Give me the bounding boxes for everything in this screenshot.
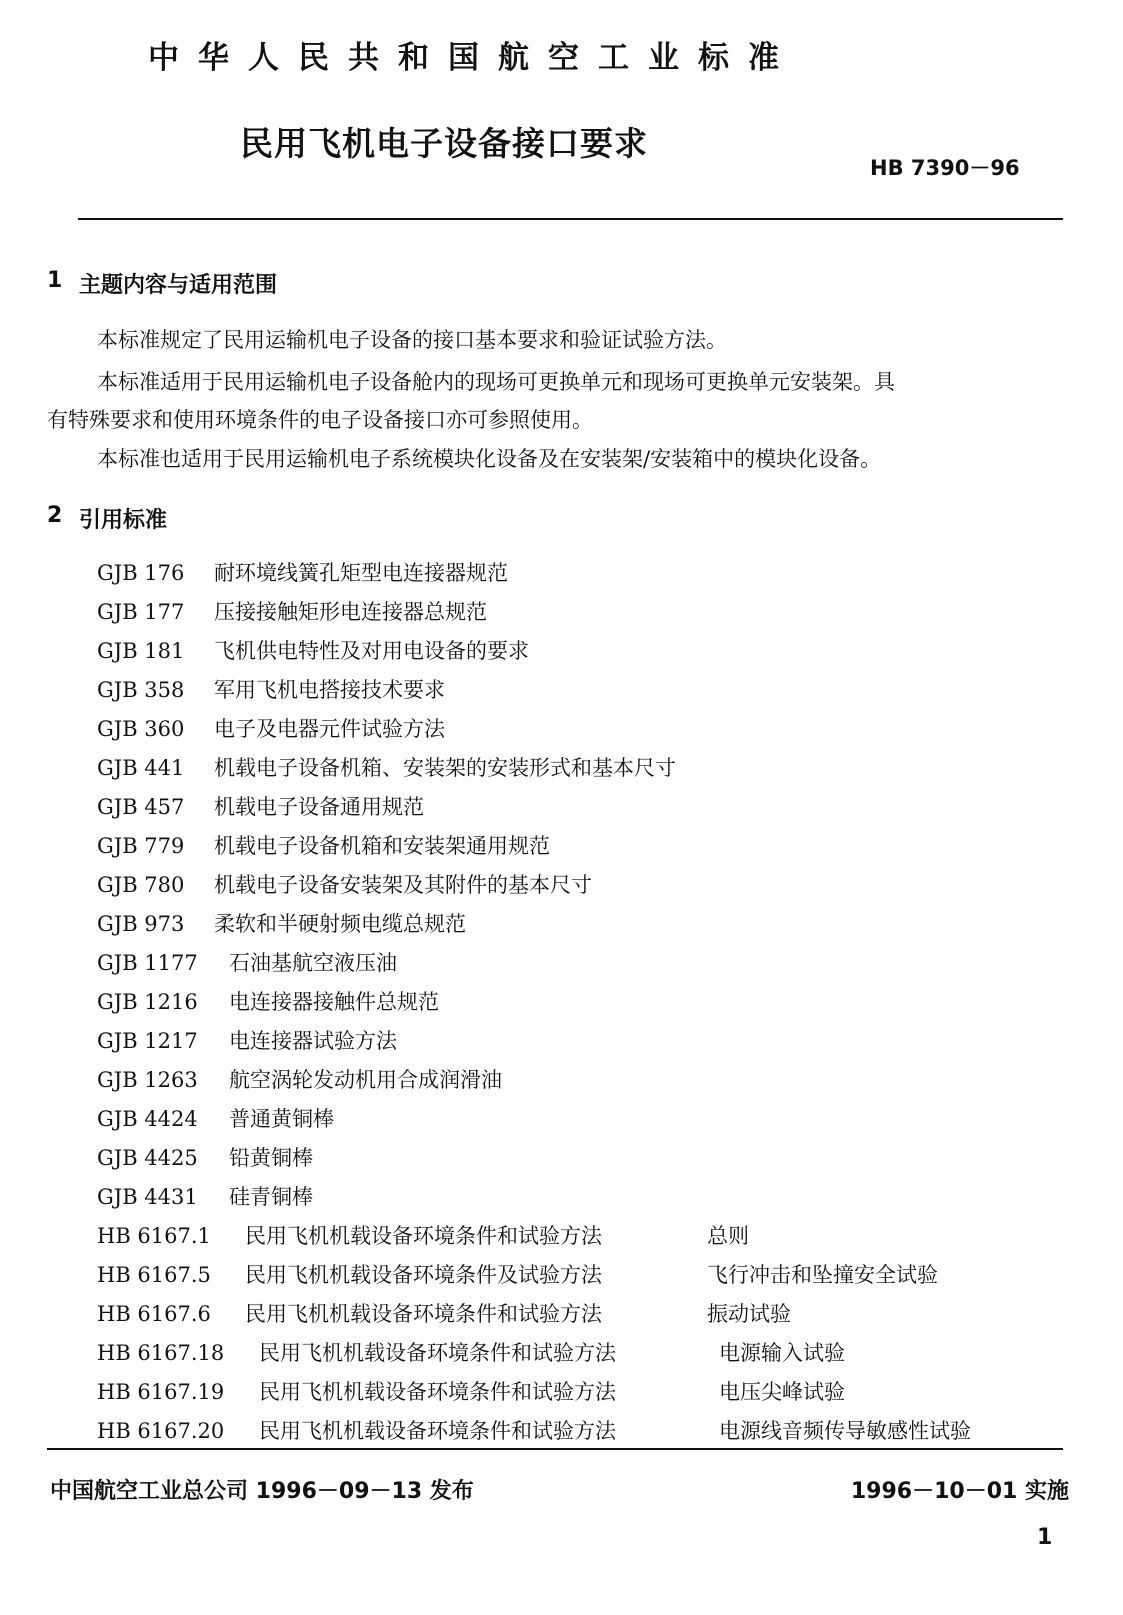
reference-title: 民用飞机机载设备环境条件和试验方法: [259, 1380, 616, 1404]
reference-code: GJB 780: [97, 873, 185, 897]
header-divider: [78, 218, 1063, 220]
effective-date-line: 1996－10－01 实施: [850, 1479, 1069, 1504]
reference-title: 机载电子设备安装架及其附件的基本尺寸: [214, 873, 592, 897]
issue-date-line: 中国航空工业总公司 1996－09－13 发布: [50, 1479, 474, 1504]
reference-code: GJB 358: [97, 678, 185, 702]
reference-code: GJB 1217: [97, 1029, 198, 1053]
reference-code: GJB 973: [97, 912, 185, 936]
reference-code: GJB 177: [97, 600, 185, 624]
page-number: 1: [1037, 1525, 1053, 1550]
reference-code: GJB 176: [97, 561, 185, 585]
reference-part: 振动试验: [707, 1302, 791, 1326]
reference-title: 压接接触矩形电连接器总规范: [214, 600, 487, 624]
reference-code: GJB 1177: [97, 951, 198, 975]
reference-title: 石油基航空液压油: [229, 951, 397, 975]
reference-title: 铅黄铜棒: [229, 1146, 313, 1170]
paragraph-scope-1: 本标准规定了民用运输机电子设备的接口基本要求和验证试验方法。: [97, 328, 727, 352]
paragraph-scope-2-line-2: 有特殊要求和使用环境条件的电子设备接口亦可参照使用。: [47, 408, 593, 432]
paragraph-scope-3: 本标准也适用于民用运输机电子系统模块化设备及在安装架/安装箱中的模块化设备。: [97, 447, 882, 471]
reference-code: GJB 360: [97, 717, 185, 741]
section-title: 主题内容与适用范围: [79, 273, 278, 298]
reference-title: 飞机供电特性及对用电设备的要求: [214, 639, 529, 663]
reference-part: 电源输入试验: [719, 1341, 845, 1365]
reference-code: HB 6167.6: [97, 1302, 211, 1326]
reference-title: 电连接器试验方法: [229, 1029, 397, 1053]
reference-code: GJB 441: [97, 756, 185, 780]
reference-title: 民用飞机机载设备环境条件和试验方法: [259, 1419, 616, 1443]
document-title: 民用飞机电子设备接口要求: [240, 124, 648, 163]
reference-title: 民用飞机机载设备环境条件和试验方法: [259, 1341, 616, 1365]
reference-code: GJB 1216: [97, 990, 198, 1014]
reference-title: 机载电子设备机箱、安装架的安装形式和基本尺寸: [214, 756, 676, 780]
section-number: 2: [47, 503, 63, 528]
reference-title: 民用飞机机载设备环境条件及试验方法: [245, 1263, 602, 1287]
reference-part: 飞行冲击和坠撞安全试验: [707, 1263, 938, 1287]
reference-title: 民用飞机机载设备环境条件和试验方法: [245, 1302, 602, 1326]
reference-title: 军用飞机电搭接技术要求: [214, 678, 445, 702]
reference-title: 航空涡轮发动机用合成润滑油: [229, 1068, 502, 1092]
reference-code: GJB 4431: [97, 1185, 198, 1209]
reference-title: 机载电子设备通用规范: [214, 795, 424, 819]
reference-code: GJB 4425: [97, 1146, 198, 1170]
reference-part: 总则: [707, 1224, 749, 1248]
paragraph-scope-2-line-1: 本标准适用于民用运输机电子设备舱内的现场可更换单元和现场可更换单元安装架。具: [97, 370, 895, 394]
reference-part: 电压尖峰试验: [719, 1380, 845, 1404]
reference-title: 电子及电器元件试验方法: [214, 717, 445, 741]
reference-code: GJB 779: [97, 834, 185, 858]
reference-code: HB 6167.20: [97, 1419, 225, 1443]
section-title: 引用标准: [79, 508, 168, 533]
section-number: 1: [47, 268, 63, 293]
reference-title: 普通黄铜棒: [229, 1107, 334, 1131]
footer-divider: [47, 1448, 1063, 1450]
reference-code: HB 6167.5: [97, 1263, 211, 1287]
reference-title: 电连接器接触件总规范: [229, 990, 439, 1014]
reference-code: GJB 1263: [97, 1068, 198, 1092]
reference-title: 耐环境线簧孔矩型电连接器规范: [214, 561, 508, 585]
reference-code: GJB 181: [97, 639, 185, 663]
reference-code: HB 6167.1: [97, 1224, 211, 1248]
reference-title: 机载电子设备机箱和安装架通用规范: [214, 834, 550, 858]
reference-code: GJB 457: [97, 795, 185, 819]
reference-title: 硅青铜棒: [229, 1185, 313, 1209]
reference-code: HB 6167.18: [97, 1341, 225, 1365]
reference-code: GJB 4424: [97, 1107, 198, 1131]
reference-part: 电源线音频传导敏感性试验: [719, 1419, 971, 1443]
reference-title: 柔软和半硬射频电缆总规范: [214, 912, 466, 936]
document-code: HB 7390－96: [870, 156, 1020, 180]
section-2-heading: [47, 503, 747, 533]
reference-title: 民用飞机机载设备环境条件和试验方法: [245, 1224, 602, 1248]
section-1-heading: [47, 268, 747, 298]
standard-org-heading: 中华人民共和国航空工业标准: [148, 40, 798, 76]
reference-code: HB 6167.19: [97, 1380, 225, 1404]
